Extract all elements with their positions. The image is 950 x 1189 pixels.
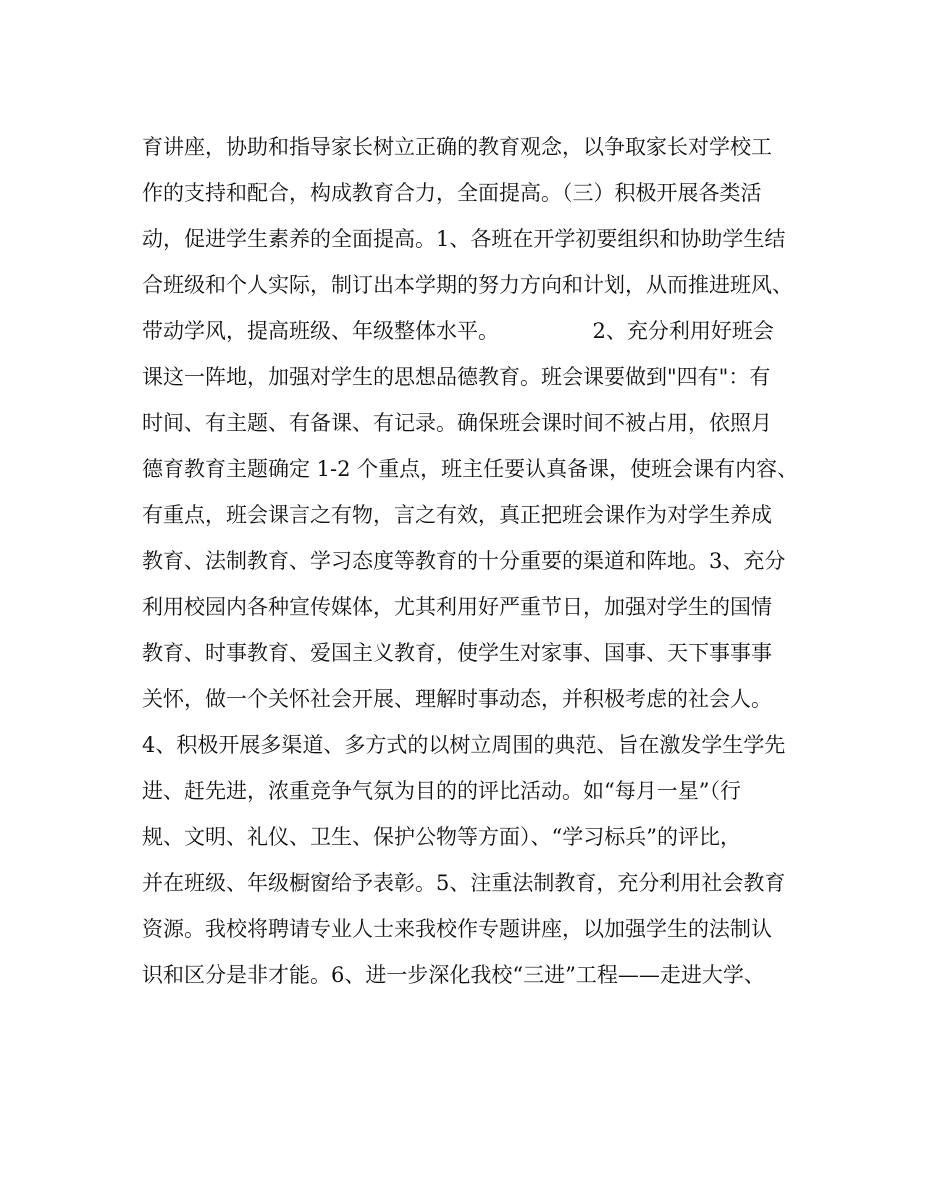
text-line: 有重点，班会课言之有物，言之有效，真正把班会课作为对学生养成 <box>142 503 772 527</box>
text-line: 规、文明、礼仪、卫生、保护公物等方面）、“学习标兵”的评比， <box>142 825 741 849</box>
text-line: 利用校园内各种宣传媒体，尤其利用好严重节日，加强对学生的国情 <box>142 595 772 619</box>
text-line: 德育教育主题确定 1-2 个重点，班主任要认真备课，使班会课有内容、 <box>142 457 799 481</box>
text-line: 作的支持和配合，构成教育合力，全面提高。（三）积极开展各类活 <box>142 181 762 205</box>
text-line: 课这一阵地，加强对学生的思想品德教育。班会课要做到"四有"：有 <box>142 365 771 389</box>
text-line: 并在班级、年级橱窗给予表彰。5、注重法制教育，充分利用社会教育 <box>142 871 786 895</box>
text-line: 合班级和个人实际，制订出本学期的努力方向和计划，从而推进班风、 <box>142 273 793 297</box>
body-text <box>142 130 812 1004</box>
text-line: 育讲座，协助和指导家长树立正确的教育观念，以争取家长对学校工 <box>142 135 772 159</box>
text-line: 教育、时事教育、爱国主义教育，使学生对家事、国事、天下事事事 <box>142 641 772 665</box>
text-line: 教育、法制教育、学习态度等教育的十分重要的渠道和阵地。3、充分 <box>142 549 786 573</box>
text-line: 带动学风，提高班级、年级整体水平。 2、充分利用好班会 <box>142 319 774 343</box>
text-line: 识和区分是非才能。6、进一步深化我校“三进”工程——走进大学、 <box>142 963 765 987</box>
text-line: 动，促进学生素养的全面提高。1、各班在开学初要组织和协助学生结 <box>142 227 786 251</box>
text-line: 资源。我校将聘请专业人士来我校作专题讲座，以加强学生的法制认 <box>142 917 772 941</box>
text-line: 时间、有主题、有备课、有记录。确保班会课时间不被占用，依照月 <box>142 411 772 435</box>
text-line: 关怀，做一个关怀社会开展、理解时事动态，并积极考虑的社会人。 <box>142 687 772 711</box>
text-line: 4、积极开展多渠道、多方式的以树立周围的典范、旨在激发学生学先 <box>142 733 786 757</box>
text-line: 进、赶先进，浓重竞争气氛为目的的评比活动。如“每月一星”（行 <box>142 779 741 803</box>
